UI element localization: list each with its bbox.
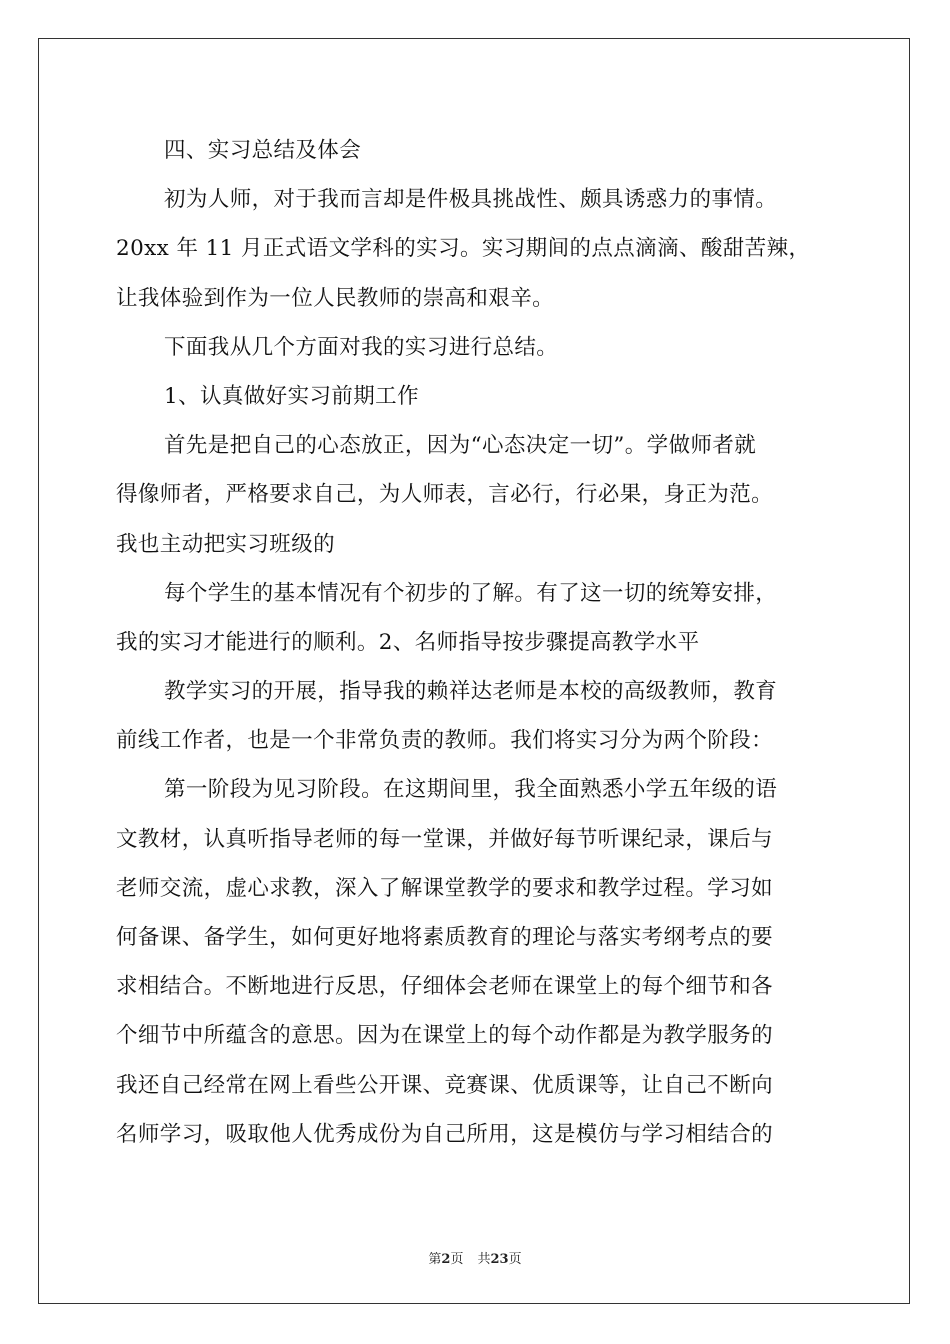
paragraph-line: 我的实习才能进行的顺利。2、名师指导按步骤提高教学水平: [116, 629, 700, 655]
paragraph-line: 初为人师，对于我而言却是件极具挑战性、颇具诱惑力的事情。: [164, 187, 778, 213]
total-prefix: 共: [477, 1252, 491, 1267]
page-footer: [0, 1248, 950, 1267]
page-number: 2: [441, 1252, 451, 1267]
paragraph-line: 下面我从几个方面对我的实习进行总结。: [164, 334, 559, 360]
paragraph-line: 让我体验到作为一位人民教师的崇高和艰辛。: [116, 285, 555, 311]
subsection-heading: 1、认真做好实习前期工作: [164, 383, 419, 409]
paragraph-line: 我还自己经常在网上看些公开课、竞赛课、优质课等，让自己不断向: [116, 1072, 774, 1098]
paragraph-line: 求相结合。不断地进行反思，仔细体会老师在课堂上的每个细节和各: [116, 974, 774, 1000]
paragraph-line: 每个学生的基本情况有个初步的了解。有了这一切的统筹安排，: [164, 580, 778, 606]
paragraph-line: 个细节中所蕴含的意思。因为在课堂上的每个动作都是为教学服务的: [116, 1023, 774, 1049]
paragraph-line: 我也主动把实习班级的: [116, 531, 336, 557]
paragraph-line: 教学实习的开展，指导我的赖祥达老师是本校的高级教师，教育: [164, 679, 778, 705]
paragraph-line: 得像师者，严格要求自己，为人师表，言必行，行必果，身正为范。: [116, 482, 774, 508]
paragraph-line: 名师学习，吸取他人优秀成份为自己所用，这是模仿与学习相结合的: [116, 1121, 774, 1147]
paragraph-line: 首先是把自己的心态放正，因为“心态决定一切”。学做师者就: [164, 433, 757, 459]
paragraph-line: 老师交流，虚心求教，深入了解课堂教学的要求和教学过程。学习如: [116, 875, 774, 901]
page-prefix: 第: [428, 1252, 442, 1267]
paragraph-line: 前线工作者，也是一个非常负责的教师。我们将实习分为两个阶段：: [116, 728, 774, 754]
total-suffix: 页: [508, 1252, 522, 1267]
total-pages: 23: [490, 1252, 509, 1267]
document-body: [116, 126, 836, 1159]
page-suffix: 页: [450, 1252, 464, 1267]
paragraph-line: 文教材，认真听指导老师的每一堂课，并做好每节听课纪录，课后与: [116, 826, 774, 852]
paragraph-line: 第一阶段为见习阶段。在这期间里，我全面熟悉小学五年级的语: [164, 777, 778, 803]
paragraph-line: 何备课、备学生，如何更好地将素质教育的理论与落实考纲考点的要: [116, 925, 774, 950]
section-heading: 四、实习总结及体会: [164, 138, 362, 163]
paragraph-line: 20xx 年 11 月正式语文学科的实习。实习期间的点点滴滴、酸甜苦辣，: [116, 236, 811, 262]
